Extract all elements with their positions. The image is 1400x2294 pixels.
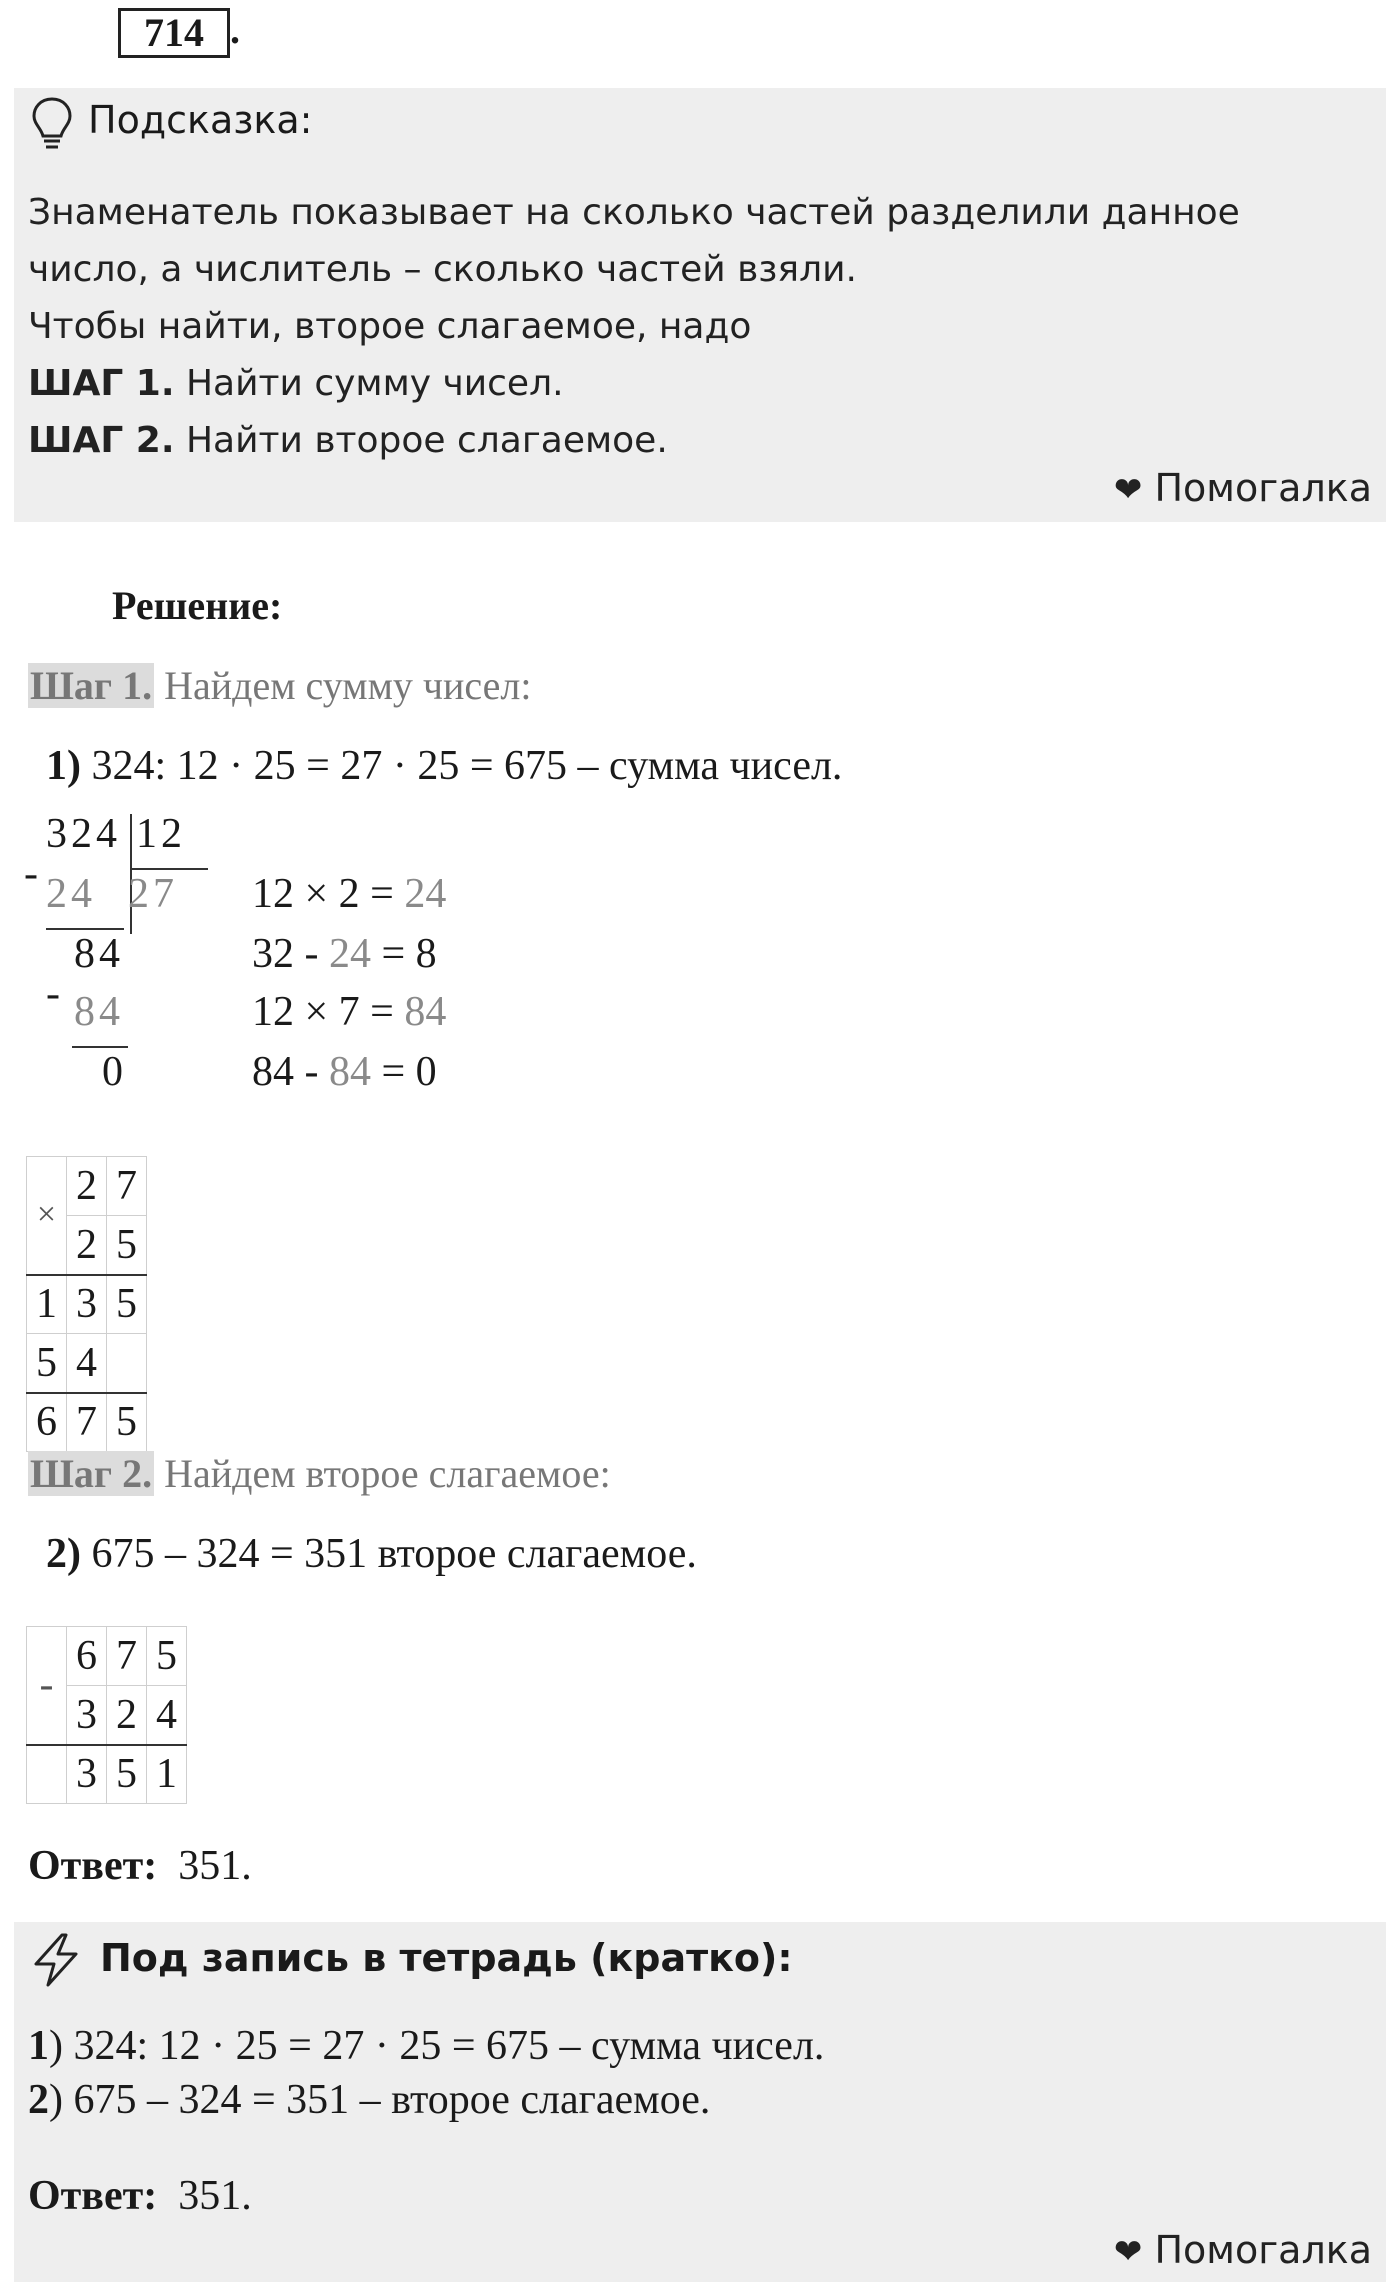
mult-cell: 5 [107, 1216, 147, 1275]
brand-pomogalka [1114, 466, 1372, 510]
formula-2 [46, 1530, 697, 1578]
quotient: 27 [128, 871, 178, 917]
division-note-4-c: = 0 [371, 1049, 437, 1095]
division-note-3-b: 84 [404, 989, 447, 1035]
notes-answer [28, 2172, 252, 2220]
sub-cell: 3 [67, 1745, 107, 1804]
dividend: 324 [46, 811, 121, 857]
brand-label-2: Помогалка [1154, 2228, 1372, 2272]
division-note-2-a: 32 - [252, 931, 329, 977]
hint-line-2: число, а числитель – сколько частей взяли. [28, 249, 857, 290]
notes-line-2-number: 2 [28, 2077, 49, 2123]
step-2-text: Найдем второе слагаемое: [154, 1451, 611, 1496]
notes-line-1-number: 1 [28, 2023, 49, 2069]
division-note-1 [252, 870, 446, 918]
formula-1-expression: 324: 12 · 25 = 27 · 25 = 675 – сумма чисел. [81, 743, 843, 789]
problem-number: 714 [118, 8, 230, 58]
mult-cell: 7 [67, 1393, 107, 1452]
notes-answer-label: Ответ: [28, 2173, 158, 2219]
formula-2-expression: 675 – 324 = 351 второе слагаемое. [81, 1531, 697, 1577]
formula-1 [46, 742, 842, 790]
division-note-3 [252, 988, 446, 1036]
sub-cell: 1 [147, 1745, 187, 1804]
formula-1-number: 1) [46, 743, 81, 789]
hint-step-1 [28, 355, 1240, 412]
hint-step-2 [28, 412, 1240, 469]
step-2 [28, 1450, 611, 1497]
mult-cell: 7 [107, 1157, 147, 1216]
minus-sign-2: - [46, 971, 60, 1017]
sub-cell: 2 [107, 1686, 147, 1745]
division-note-1-a: 12 × 2 = [252, 871, 405, 917]
sub-cell: 5 [107, 1745, 147, 1804]
brand-label: Помогалка [1154, 466, 1372, 510]
lightbulb-icon [30, 96, 74, 152]
hint-title: Подсказка: [88, 98, 313, 142]
subtrahend-1: 24 [46, 871, 96, 917]
mult-cell: 2 [67, 1157, 107, 1216]
answer [28, 1842, 252, 1890]
hint-line-3: Чтобы найти, второе слагаемое, надо [28, 306, 752, 347]
hint-panel [14, 88, 1386, 522]
mult-cell: 3 [67, 1275, 107, 1334]
multiply-sign: × [27, 1157, 67, 1275]
subtraction-grid [26, 1626, 187, 1804]
division-note-1-b: 24 [404, 871, 447, 917]
subtract-sign: - [27, 1627, 67, 1745]
sub-cell: 5 [147, 1627, 187, 1686]
division-note-3-a: 12 × 7 = [252, 989, 405, 1035]
mult-cell: 5 [107, 1393, 147, 1452]
remainder-1: 84 [74, 931, 124, 977]
step-1 [28, 662, 531, 709]
hint-line-1: Знаменатель показывает на сколько частей разделили данное [28, 192, 1240, 233]
sub-cell: 3 [67, 1686, 107, 1745]
mult-cell [107, 1334, 147, 1393]
division-note-2-c: = 8 [371, 931, 437, 977]
notes-title: Под запись в тетрадь (кратко): [100, 1936, 793, 1980]
divisor: 12 [136, 811, 186, 857]
hint-step-2-text: Найти второе слагаемое. [174, 420, 668, 461]
mult-cell: 1 [27, 1275, 67, 1334]
mult-cell: 6 [27, 1393, 67, 1452]
problem-number-dot: . [230, 7, 240, 52]
division-note-2-b: 24 [329, 931, 371, 977]
notes-answer-value: 351. [157, 2173, 252, 2219]
answer-label: Ответ: [28, 1843, 158, 1889]
mult-cell: 2 [67, 1216, 107, 1275]
notes-line-1 [28, 2022, 824, 2070]
notes-panel [14, 1922, 1386, 2282]
hint-text [28, 184, 1240, 469]
sub-cell-empty [27, 1745, 67, 1804]
mult-cell: 4 [67, 1334, 107, 1393]
step-2-label: Шаг 2. [30, 1451, 153, 1496]
remainder-final: 0 [102, 1049, 127, 1095]
division-note-4-b: 84 [329, 1049, 371, 1095]
lightning-icon [30, 1932, 84, 1988]
hint-step-1-label: ШАГ 1. [28, 363, 175, 404]
heart-icon: ❤ [1113, 2232, 1143, 2272]
formula-2-number: 2) [46, 1531, 81, 1577]
sub-cell: 4 [147, 1686, 187, 1745]
minus-sign-1: - [24, 851, 38, 897]
long-division [20, 810, 460, 1110]
hint-step-1-text: Найти сумму чисел. [174, 363, 564, 404]
step-1-label: Шаг 1. [30, 663, 153, 708]
sub-cell: 7 [107, 1627, 147, 1686]
notes-line-2-text: ) 675 – 324 = 351 – второе слагаемое. [49, 2077, 711, 2123]
brand-pomogalka-2 [1114, 2228, 1372, 2272]
subtrahend-2: 84 [74, 989, 124, 1035]
heart-icon: ❤ [1113, 470, 1143, 510]
solution-heading: Решение: [112, 583, 283, 628]
mult-cell: 5 [107, 1275, 147, 1334]
multiplication-grid [26, 1156, 147, 1452]
division-note-4-a: 84 - [252, 1049, 329, 1095]
notes-line-1-text: ) 324: 12 · 25 = 27 · 25 = 675 – сумма чисел. [49, 2023, 825, 2069]
division-note-4 [252, 1048, 437, 1096]
answer-value: 351. [157, 1843, 252, 1889]
mult-cell: 5 [27, 1334, 67, 1393]
hint-step-2-label: ШАГ 2. [28, 420, 175, 461]
division-note-2 [252, 930, 437, 978]
notes-line-2 [28, 2076, 710, 2124]
sub-cell: 6 [67, 1627, 107, 1686]
step-1-text: Найдем сумму чисел: [154, 663, 532, 708]
